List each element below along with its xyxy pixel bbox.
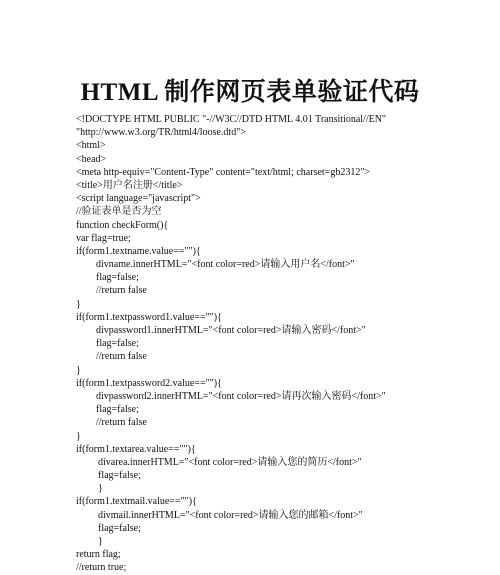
code-line: <!DOCTYPE HTML PUBLIC "-//W3C//DTD HTML 4.01 Transitional//EN" <box>76 114 387 125</box>
code-line: } <box>98 483 103 495</box>
code-line: var flag=true; <box>76 232 131 244</box>
code-line: return flag; <box>76 549 121 561</box>
code-line: //return true; <box>76 562 127 574</box>
page-title: HTML 制作网页表单验证代码 <box>80 79 420 106</box>
code-line: "http://www.w3.org/TR/html4/loose.dtd"> <box>76 127 246 139</box>
code-block <box>76 113 496 575</box>
code-line: if(form1.textname.value==""){ <box>76 245 201 257</box>
code-line: <meta http-equiv="Content-Type" content="text/html; charset=gb2312"> <box>76 166 371 178</box>
code-line: //return false <box>96 351 147 363</box>
code-line: if(form1.textpassword1.value==""){ <box>76 311 222 323</box>
code-line: } <box>76 430 81 442</box>
code-line: <head> <box>76 153 107 165</box>
code-line: } <box>98 536 103 547</box>
code-line: if(form1.textmail.value==""){ <box>76 496 197 508</box>
code-line: flag=false; <box>96 338 139 350</box>
code-line: } <box>76 364 81 376</box>
code-line: //验证表单是否为空 <box>76 206 162 218</box>
code-line: function checkForm(){ <box>76 219 169 231</box>
code-line: if(form1.textarea.value==""){ <box>76 443 196 455</box>
code-line: flag=false; <box>98 522 141 534</box>
code-line: flag=false; <box>98 470 141 482</box>
code-line: divname.innerHTML="<font color=red>请输入用户名</font>" <box>96 259 355 271</box>
code-line: flag=false; <box>96 404 139 416</box>
code-line: divmail.innerHTML="<font color=red>请输入您的邮箱</font>" <box>98 509 363 521</box>
code-line: divarea.innerHTML="<font color=red>请输入您的简历</font>" <box>98 456 362 468</box>
code-line: //return false <box>96 285 147 297</box>
code-line: <html> <box>76 140 106 152</box>
code-line: <title>用户名注册</title> <box>76 179 183 191</box>
code-line: divpassword2.innerHTML="<font color=red>请再次输入密码</font>" <box>96 390 386 402</box>
code-line: //return false <box>96 417 147 429</box>
code-line: divpassword1.innerHTML="<font color=red>请输入密码</font>" <box>96 325 366 336</box>
code-line: flag=false; <box>96 272 139 284</box>
code-line: <script language="javascript"> <box>76 193 201 205</box>
code-line: if(form1.textpassword2.value==""){ <box>76 377 222 389</box>
code-line: } <box>76 298 81 310</box>
